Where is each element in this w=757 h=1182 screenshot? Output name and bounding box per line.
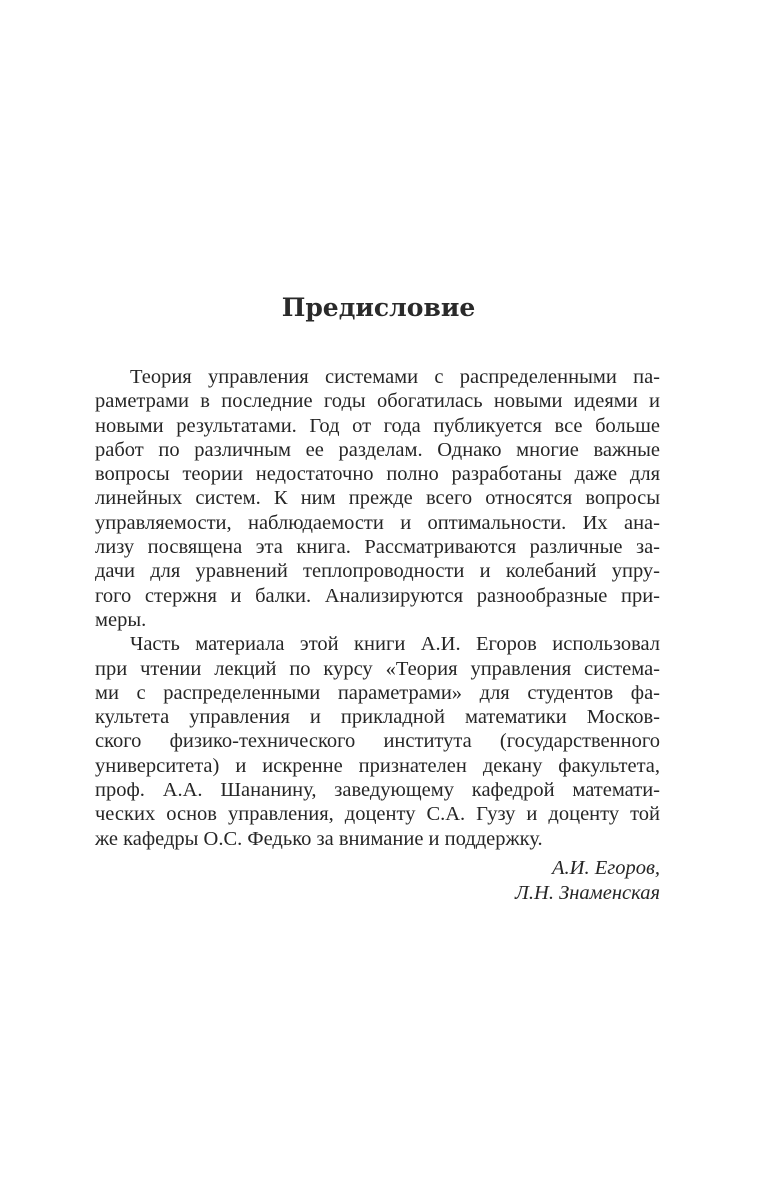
- paragraph-1-line: раметрами в последние годы обогатилась новыми идеями и: [95, 390, 660, 413]
- paragraph-1-line: работ по различным ее разделам. Однако многие важные: [95, 438, 660, 461]
- paragraph-1-line: меры.: [95, 608, 147, 631]
- preface-body: [95, 365, 660, 851]
- paragraph-2-line: Часть материала этой книги А.И. Егоров использовал: [130, 633, 660, 656]
- paragraph-2-line: же кафедры О.С. Федько за внимание и поддержку.: [95, 827, 543, 850]
- author-1: А.И. Егоров,: [552, 857, 660, 879]
- paragraph-1-line: лизу посвящена эта книга. Рассматриваются различные за-: [95, 536, 660, 559]
- paragraph-2-line: ского физико-технического института (государственного: [95, 730, 660, 753]
- paragraph-2-line: университета) и искренне признателен декану факультета,: [95, 754, 660, 777]
- author-2: Л.Н. Знаменская: [515, 882, 660, 904]
- paragraph-1-line: управляемости, наблюдаемости и оптимальности. Их ана-: [95, 511, 660, 534]
- paragraph-1-line: гого стержня и балки. Анализируются разнообразные при-: [95, 584, 660, 607]
- paragraph-2-line: ми с распределенными параметрами» для студентов фа-: [95, 681, 660, 704]
- paragraph-2-line: культета управления и прикладной математики Москов-: [95, 706, 660, 729]
- paragraph-1-line: новыми результатами. Год от года публикуется все больше: [95, 414, 660, 437]
- paragraph-1-line: линейных систем. К ним прежде всего относятся вопросы: [95, 487, 660, 510]
- authors-signature: [515, 856, 660, 906]
- paragraph-2-line: ческих основ управления, доценту С.А. Гузу и доценту той: [95, 803, 660, 826]
- paragraph-2-line: проф. А.А. Шананину, заведующему кафедрой математи-: [95, 779, 660, 802]
- paragraph-2-line: при чтении лекций по курсу «Теория управления система-: [95, 657, 660, 680]
- paragraph-1-line: дачи для уравнений теплопроводности и колебаний упру-: [95, 560, 660, 583]
- page-title: Предисловие: [281, 293, 476, 322]
- paragraph-1-line: вопросы теории недостаточно полно разработаны даже для: [95, 463, 660, 486]
- paragraph-1-line: Теория управления системами с распределенными па-: [130, 366, 660, 388]
